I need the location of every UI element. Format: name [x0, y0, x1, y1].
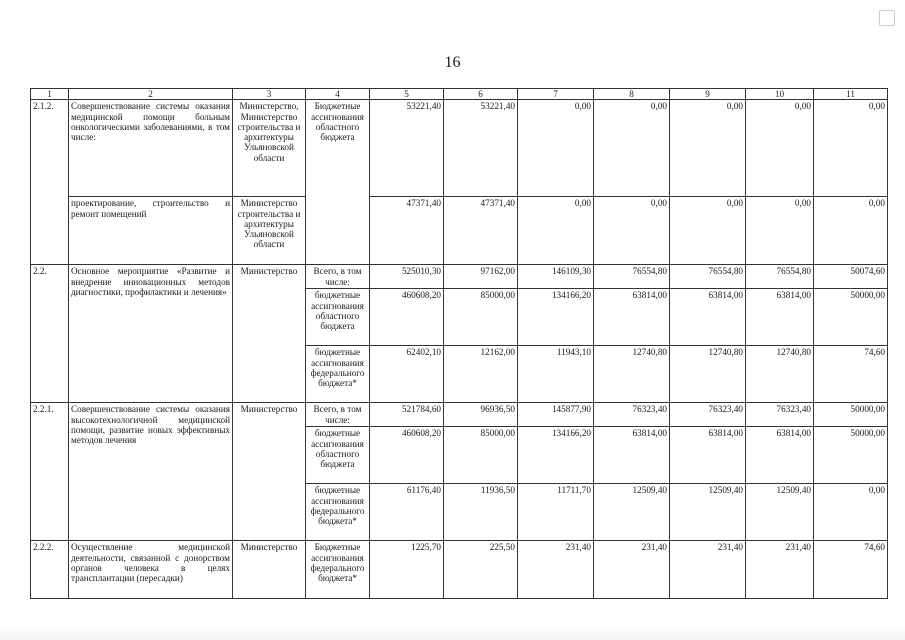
- value-cell: 0,00: [814, 197, 888, 265]
- row-executor: Министерство строительства и архитектуры Ульяновской области: [233, 197, 306, 265]
- value-cell: 53221,40: [444, 100, 518, 197]
- value-cell: 231,40: [594, 541, 670, 599]
- value-cell: 231,40: [518, 541, 594, 599]
- value-cell: 50000,00: [814, 289, 888, 346]
- value-cell: 97162,00: [444, 265, 518, 289]
- value-cell: 12740,80: [746, 346, 814, 403]
- row-source: Всего, в том числе:: [306, 265, 370, 289]
- row-executor: Министерство, Министерство строительства и архитектуры Ульяновской области: [233, 100, 306, 197]
- row-code: 2.1.2.: [31, 100, 69, 265]
- row-source: Всего, в том числе:: [306, 403, 370, 427]
- value-cell: 53221,40: [370, 100, 444, 197]
- value-cell: 225,50: [444, 541, 518, 599]
- row-name: Основное мероприятие «Развитие и внедрение инновационных методов диагностики, профилактики и лечения»: [69, 265, 233, 403]
- value-cell: 146109,30: [518, 265, 594, 289]
- value-cell: 63814,00: [670, 289, 746, 346]
- value-cell: 76554,80: [746, 265, 814, 289]
- value-cell: 61176,40: [370, 484, 444, 541]
- row-source: Бюджетные ассигнования федерального бюджета*: [306, 541, 370, 599]
- value-cell: 0,00: [746, 197, 814, 265]
- column-header: 3: [233, 89, 306, 100]
- value-cell: 12509,40: [746, 484, 814, 541]
- row-source: Бюджетные ассигнования областного бюджета: [306, 100, 370, 265]
- row-source: бюджетные ассигнования федерального бюджета*: [306, 484, 370, 541]
- row-code: 2.2.: [31, 265, 69, 403]
- value-cell: 460608,20: [370, 427, 444, 484]
- value-cell: 50000,00: [814, 403, 888, 427]
- table-row: [31, 541, 888, 599]
- column-header: 6: [444, 89, 518, 100]
- column-header: 4: [306, 89, 370, 100]
- value-cell: 145877,90: [518, 403, 594, 427]
- value-cell: 63814,00: [670, 427, 746, 484]
- value-cell: 134166,20: [518, 289, 594, 346]
- row-code: 2.2.2.: [31, 541, 69, 599]
- value-cell: 63814,00: [746, 289, 814, 346]
- scan-bottom-edge: [0, 626, 905, 640]
- value-cell: 0,00: [746, 100, 814, 197]
- value-cell: 460608,20: [370, 289, 444, 346]
- row-name: Осуществление медицинской деятельности, связанной с донорством органов человека в целях трансплантации (пересадки): [69, 541, 233, 599]
- row-executor: Министерство: [233, 541, 306, 599]
- row-name: Совершенствование системы оказания высокотехнологичной медицинской помощи, развитие новых эффективных методов лечения: [69, 403, 233, 541]
- value-cell: 11936,50: [444, 484, 518, 541]
- value-cell: 11943,10: [518, 346, 594, 403]
- value-cell: 231,40: [670, 541, 746, 599]
- value-cell: 12162,00: [444, 346, 518, 403]
- value-cell: 0,00: [814, 100, 888, 197]
- value-cell: 50000,00: [814, 427, 888, 484]
- row-code: 2.2.1.: [31, 403, 69, 541]
- value-cell: 63814,00: [594, 427, 670, 484]
- value-cell: 0,00: [518, 197, 594, 265]
- value-cell: 12509,40: [670, 484, 746, 541]
- page-number: 16: [444, 54, 461, 71]
- table-row: [31, 265, 888, 289]
- value-cell: 12740,80: [670, 346, 746, 403]
- value-cell: 76554,80: [670, 265, 746, 289]
- column-number-row: [31, 89, 888, 100]
- value-cell: 12509,40: [594, 484, 670, 541]
- column-header: 7: [518, 89, 594, 100]
- value-cell: 63814,00: [594, 289, 670, 346]
- value-cell: 74,60: [814, 346, 888, 403]
- column-header: 5: [370, 89, 444, 100]
- value-cell: 85000,00: [444, 289, 518, 346]
- value-cell: 76323,40: [670, 403, 746, 427]
- value-cell: 62402,10: [370, 346, 444, 403]
- row-source: бюджетные ассигнования областного бюджета: [306, 427, 370, 484]
- value-cell: 0,00: [814, 484, 888, 541]
- budget-table: [30, 88, 888, 599]
- scan-corner-mark: [879, 10, 895, 26]
- value-cell: 47371,40: [444, 197, 518, 265]
- row-source: бюджетные ассигнования федерального бюджета*: [306, 346, 370, 403]
- column-header: 10: [746, 89, 814, 100]
- value-cell: 231,40: [746, 541, 814, 599]
- table-row: [31, 197, 888, 265]
- value-cell: 521784,60: [370, 403, 444, 427]
- value-cell: 12740,80: [594, 346, 670, 403]
- value-cell: 0,00: [670, 100, 746, 197]
- column-header: 9: [670, 89, 746, 100]
- value-cell: 47371,40: [370, 197, 444, 265]
- value-cell: 11711,70: [518, 484, 594, 541]
- value-cell: 74,60: [814, 541, 888, 599]
- row-source: бюджетные ассигнования областного бюджета: [306, 289, 370, 346]
- value-cell: 525010,30: [370, 265, 444, 289]
- column-header: 8: [594, 89, 670, 100]
- column-header: 11: [814, 89, 888, 100]
- row-executor: Министерство: [233, 403, 306, 541]
- row-executor: Министерство: [233, 265, 306, 403]
- value-cell: 76323,40: [594, 403, 670, 427]
- value-cell: 76554,80: [594, 265, 670, 289]
- value-cell: 0,00: [594, 100, 670, 197]
- value-cell: 85000,00: [444, 427, 518, 484]
- value-cell: 76323,40: [746, 403, 814, 427]
- table-row: [31, 403, 888, 427]
- value-cell: 134166,20: [518, 427, 594, 484]
- value-cell: 63814,00: [746, 427, 814, 484]
- value-cell: 0,00: [670, 197, 746, 265]
- row-name: проектирование, строительство и ремонт помещений: [69, 197, 233, 265]
- column-header: 1: [31, 89, 69, 100]
- value-cell: 1225,70: [370, 541, 444, 599]
- value-cell: 0,00: [518, 100, 594, 197]
- value-cell: 50074,60: [814, 265, 888, 289]
- value-cell: 96936,50: [444, 403, 518, 427]
- row-name: Совершенствование системы оказания медицинской помощи больным онкологическими заболеваниями, в том числе:: [69, 100, 233, 197]
- value-cell: 0,00: [594, 197, 670, 265]
- column-header: 2: [69, 89, 233, 100]
- table-row: [31, 100, 888, 197]
